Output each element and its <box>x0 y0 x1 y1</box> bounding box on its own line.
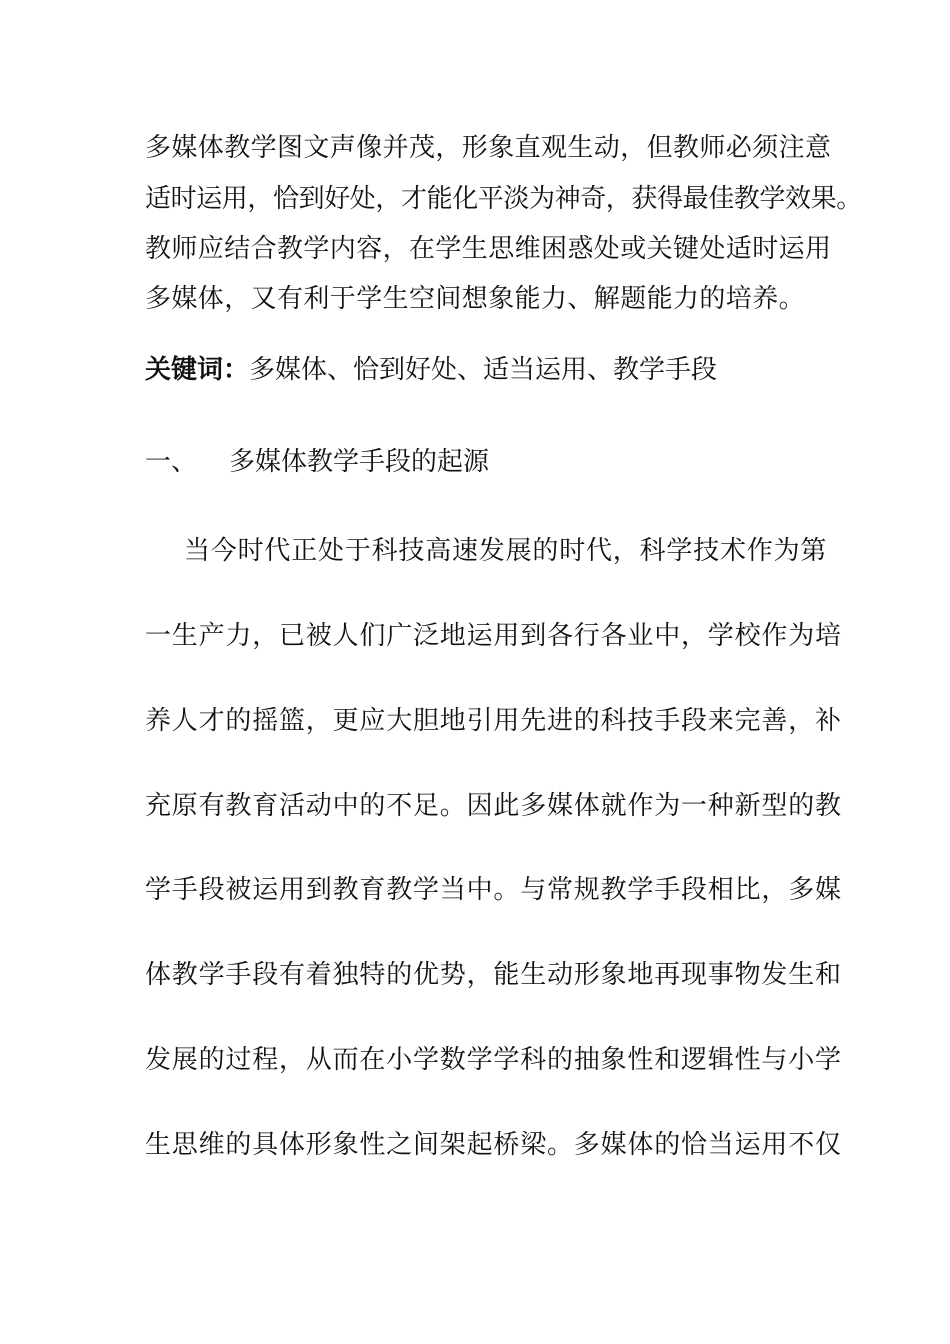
section-heading <box>145 445 489 479</box>
body-line: 充原有教育活动中的不足。因此多媒体就作为一种新型的教 <box>145 791 842 821</box>
body-line: 当今时代正处于科技高速发展的时代，科学技术作为第 <box>184 536 828 566</box>
abstract-line: 教师应结合教学内容，在学生思维困惑处或关键处适时运用 <box>145 234 832 264</box>
abstract-line: 多媒体教学图文声像并茂，形象直观生动，但教师必须注意 <box>145 133 832 163</box>
body-line: 发展的过程，从而在小学数学学科的抽象性和逻辑性与小学 <box>145 1045 842 1075</box>
abstract-line: 适时运用，恰到好处，才能化平淡为神奇，获得最佳教学效果。 <box>145 184 862 214</box>
abstract-line: 多媒体，又有利于学生空间想象能力、解题能力的培养。 <box>145 284 806 314</box>
body-line: 养人才的摇篮，更应大胆地引用先进的科技手段来完善，补 <box>145 706 842 736</box>
body-line: 一生产力，已被人们广泛地运用到各行各业中，学校作为培 <box>145 621 842 651</box>
body-line: 学手段被运用到教育教学当中。与常规教学手段相比，多媒 <box>145 875 842 905</box>
keywords-line <box>145 353 717 387</box>
keywords-label: 关键词： <box>145 355 250 385</box>
keywords-text: 多媒体、恰到好处、适当运用、教学手段 <box>249 355 718 385</box>
section-title: 多媒体教学手段的起源 <box>229 447 490 477</box>
body-line: 体教学手段有着独特的优势，能生动形象地再现事物发生和 <box>145 960 842 990</box>
body-line: 生思维的具体形象性之间架起桥梁。多媒体的恰当运用不仅 <box>145 1130 842 1160</box>
section-number: 一、 <box>145 447 198 477</box>
